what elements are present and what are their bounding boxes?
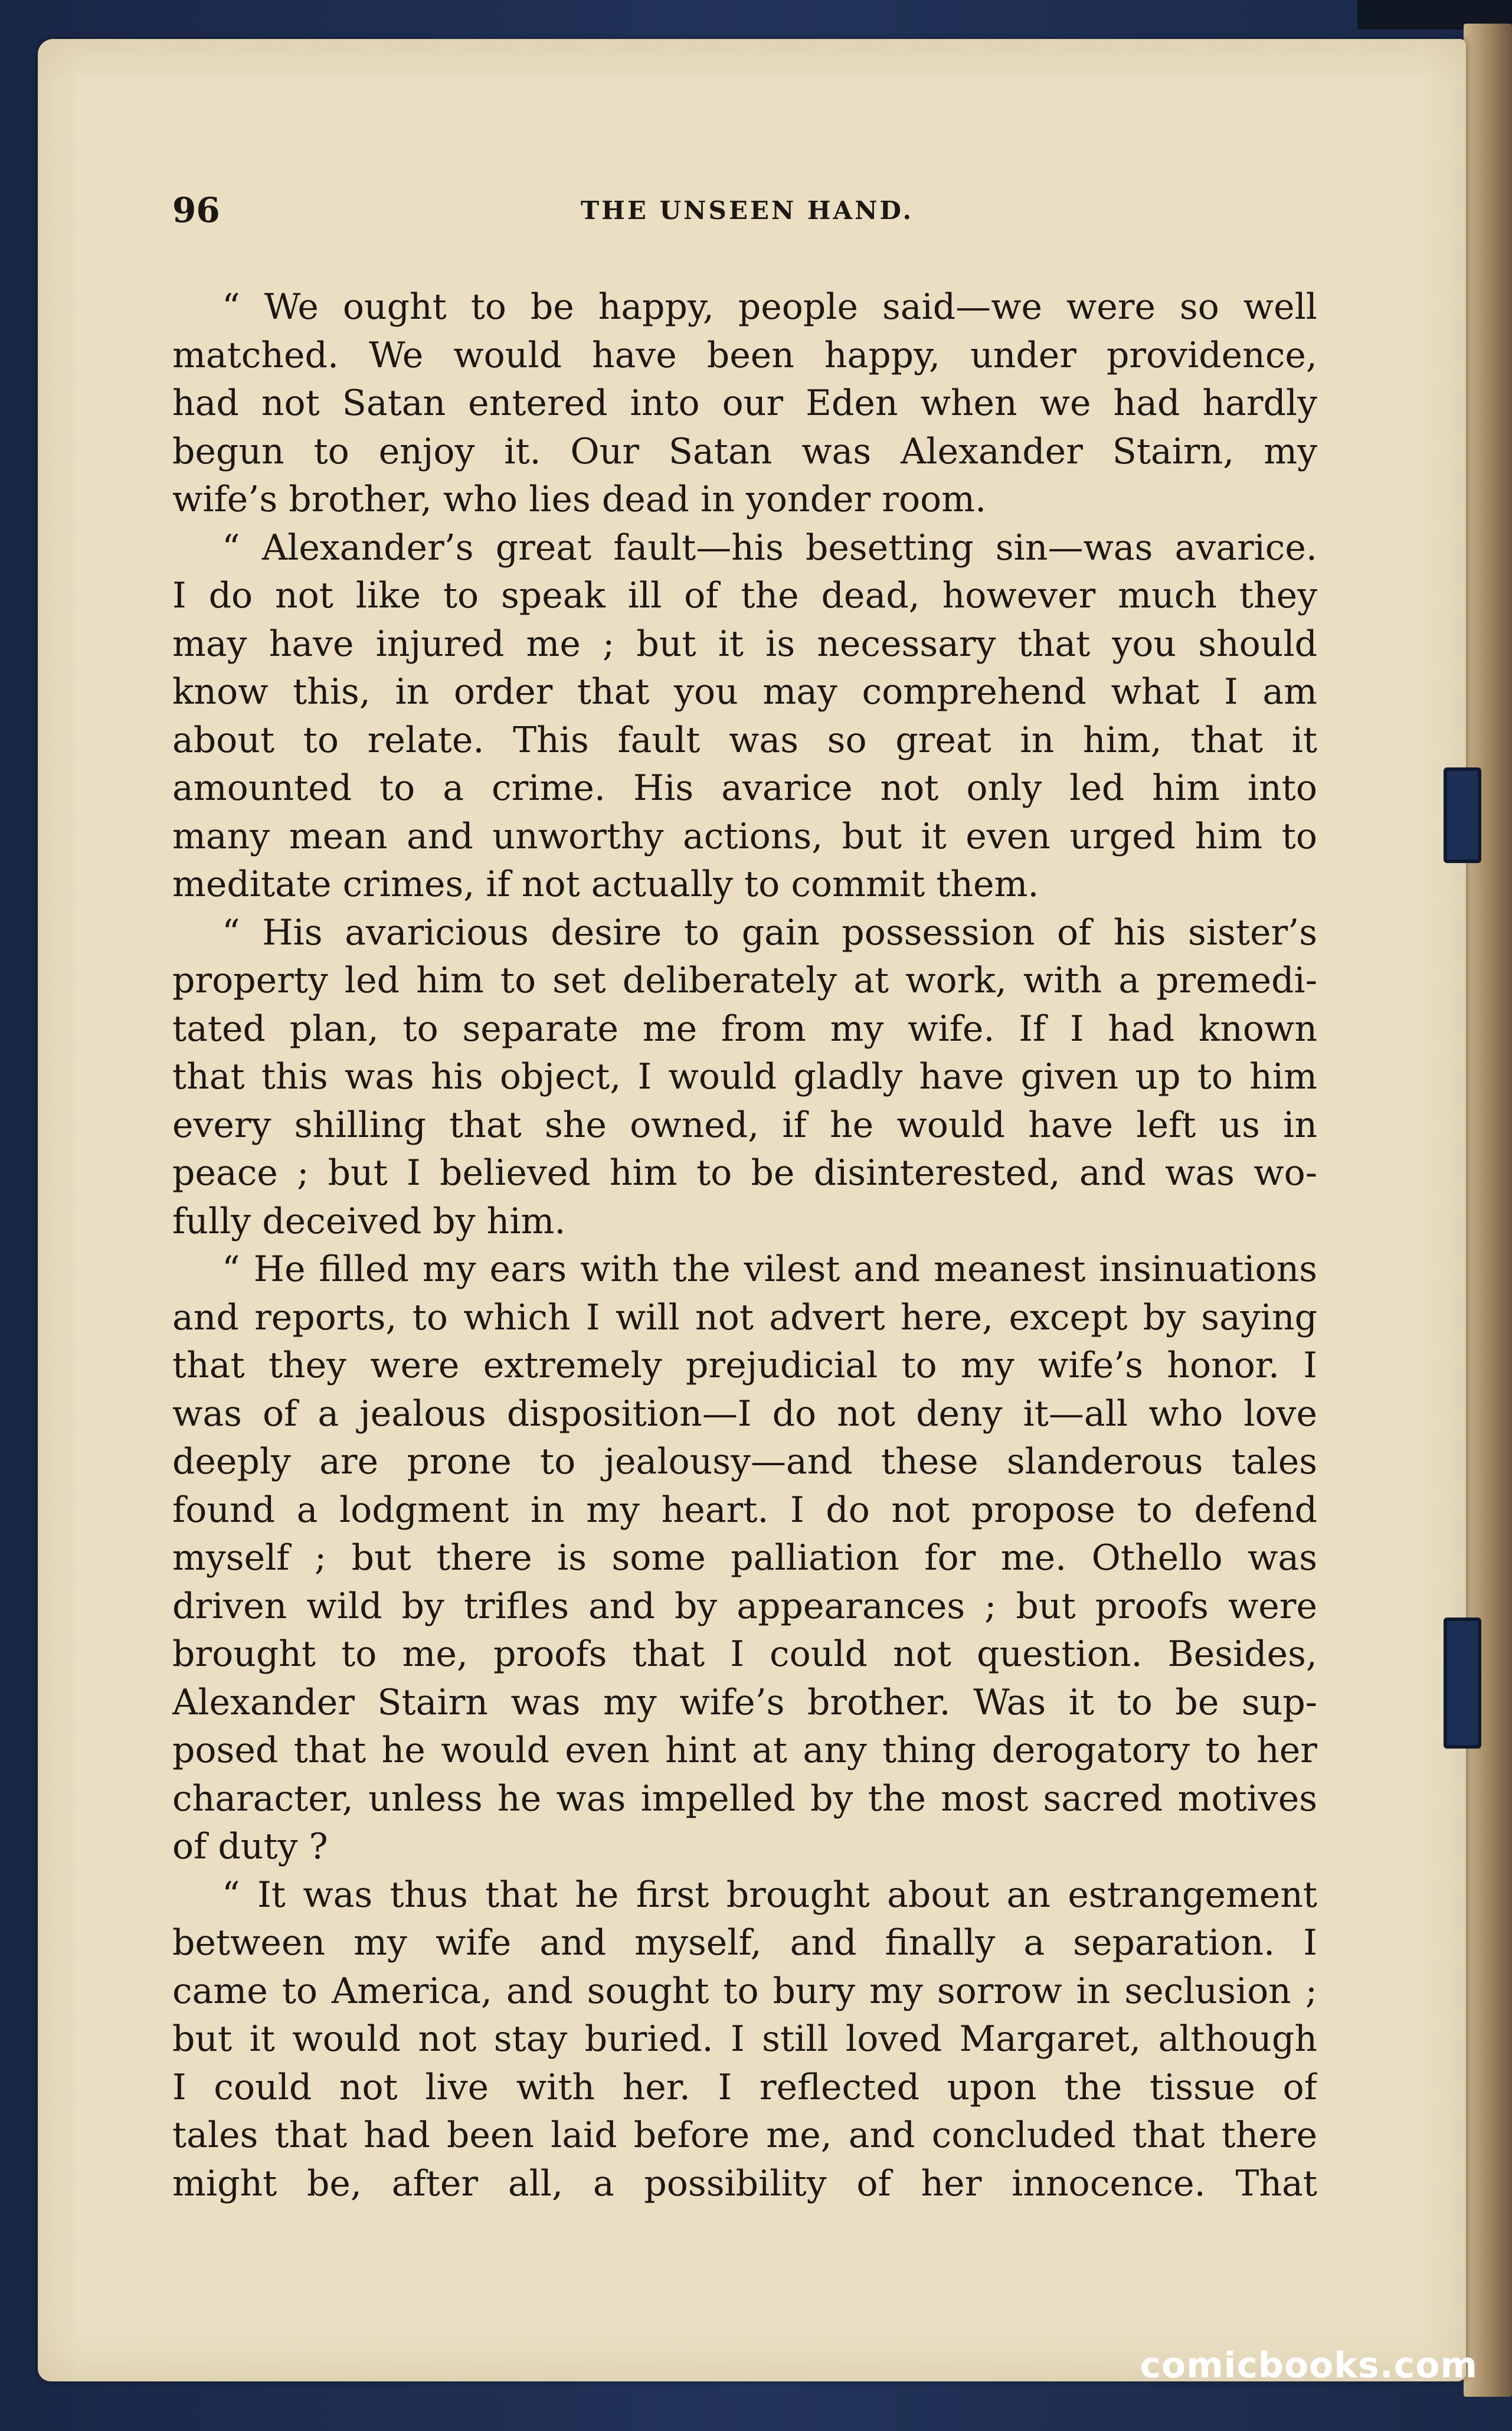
text-line: I could not live with her. I reflected upon the tissue of xyxy=(172,2066,1317,2108)
text-line: but it would not stay buried. I still loved Margaret, although xyxy=(172,2018,1317,2060)
text-line: may have injured me ; but it is necessary that you should xyxy=(172,623,1317,665)
text-line: and reports, to which I will not advert here, except by saying xyxy=(172,1296,1317,1338)
text-line: found a lodgment in my heart. I do not propose to defend xyxy=(172,1489,1317,1531)
text-line: tated plan, to separate me from my wife. If I had known xyxy=(172,1008,1317,1050)
text-line: that they were extremely prejudicial to my wife’s honor. I xyxy=(172,1345,1317,1386)
text-line: “ His avaricious desire to gain possession of his sister’s xyxy=(222,911,1317,953)
text-line: begun to enjoy it. Our Satan was Alexander Stairn, my xyxy=(172,430,1317,472)
text-line: of duty ? xyxy=(172,1826,328,1867)
text-line: Alexander Stairn was my wife’s brother. Was it to be sup- xyxy=(172,1681,1317,1723)
text-line: I do not like to speak ill of the dead, however much they xyxy=(172,575,1317,616)
text-line: had not Satan entered into our Eden when we had hardly xyxy=(172,383,1317,424)
running-title: THE UNSEEN HAND. xyxy=(580,196,914,225)
text-line: might be, after all, a possibility of her innocence. That xyxy=(172,2162,1317,2204)
text-line: fully deceived by him. xyxy=(172,1200,566,1242)
text-line: every shilling that she owned, if he would have left us in xyxy=(172,1104,1317,1146)
body-text xyxy=(172,283,1317,2208)
book-spine xyxy=(1464,24,1512,2397)
text-line: was of a jealous disposition—I do not deny it—all who love xyxy=(172,1393,1317,1435)
running-head xyxy=(172,190,1322,231)
text-line: wife’s brother, who lies dead in yonder room. xyxy=(172,479,987,520)
text-line: meditate crimes, if not actually to commit them. xyxy=(172,864,1039,905)
text-line: came to America, and sought to bury my sorrow in seclusion ; xyxy=(172,1970,1317,2012)
page-number: 96 xyxy=(172,190,220,230)
text-line: amounted to a crime. His avarice not only led him into xyxy=(172,767,1317,809)
text-line: posed that he would even hint at any thing derogatory to her xyxy=(172,1730,1317,1771)
text-line: “ It was thus that he first brought about an estrangement xyxy=(222,1874,1317,1916)
binding-clip-upper xyxy=(1444,767,1481,863)
text-line: that this was his object, I would gladly have given up to him xyxy=(172,1056,1317,1097)
text-line: peace ; but I believed him to be disinterested, and was wo- xyxy=(172,1152,1317,1194)
text-line: brought to me, proofs that I could not question. Besides, xyxy=(172,1633,1317,1675)
text-line: many mean and unworthy actions, but it even urged him to xyxy=(172,815,1317,857)
text-line: driven wild by trifles and by appearances ; but proofs were xyxy=(172,1585,1317,1627)
text-line: between my wife and myself, and finally a separation. I xyxy=(172,1922,1317,1963)
text-line: tales that had been laid before me, and concluded that there xyxy=(172,2115,1317,2156)
text-line: character, unless he was impelled by the most sacred motives xyxy=(172,1777,1317,1819)
text-line: “ We ought to be happy, people said—we were so well xyxy=(222,286,1317,328)
watermark: comicbooks.com xyxy=(1140,2345,1478,2386)
binding-clip-lower xyxy=(1444,1618,1481,1749)
text-line: matched. We would have been happy, under providence, xyxy=(172,334,1317,376)
text-line: “ Alexander’s great fault—his besetting sin—was avarice. xyxy=(222,527,1317,568)
text-line: myself ; but there is some palliation for me. Othello was xyxy=(172,1537,1317,1579)
text-line: “ He filled my ears with the vilest and meanest insinuations xyxy=(222,1249,1317,1290)
text-line: deeply are prone to jealousy—and these slanderous tales xyxy=(172,1441,1317,1482)
text-line: property led him to set deliberately at work, with a premedi- xyxy=(172,960,1317,1001)
text-line: know this, in order that you may comprehend what I am xyxy=(172,671,1317,713)
text-line: about to relate. This fault was so great in him, that it xyxy=(172,719,1317,761)
